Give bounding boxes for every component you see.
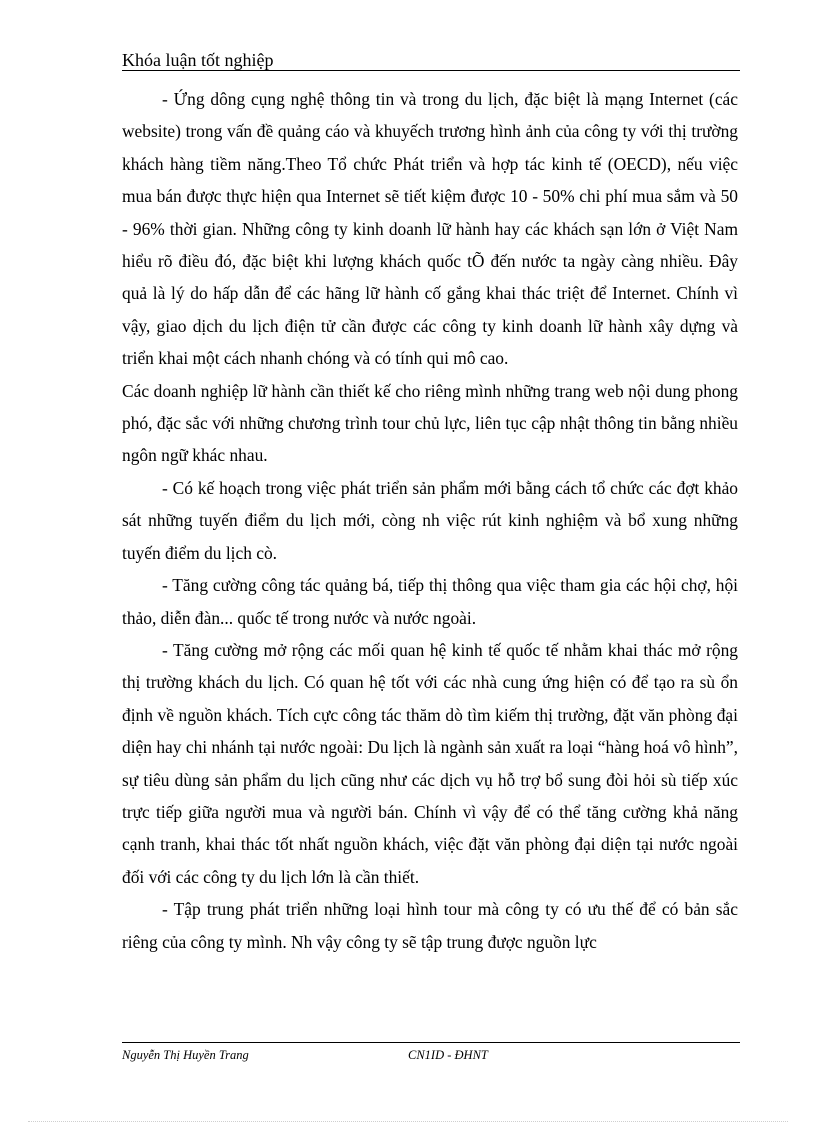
footer-class-code: CN1ID - ĐHNT: [408, 1048, 488, 1062]
footer-author: Nguyễn Thị Huyền Trang: [122, 1048, 249, 1062]
paragraph-3: - Có kế hoạch trong việc phát triển sản phẩm mới bằng cách tổ chức các đợt khảo sát những tuyến điểm du lịch mới, còng nh việc rút kinh nghiệm và bổ xung những tuyến điểm du lịch cò.: [122, 477, 738, 563]
paragraph-4: - Tăng cường công tác quảng bá, tiếp thị thông qua việc tham gia các hội chợ, hội thảo, diễn đàn... quốc tế trong nước và nước ngoài.: [122, 575, 738, 628]
paragraph-2: Các doanh nghiệp lữ hành cần thiết kế cho riêng mình những trang web nội dung phong phó, đặc sắc với những chương trình tour chủ lực, liên tục cập nhật thông tin bằng nhiều ngôn ngữ khác nhau.: [122, 380, 738, 466]
document-body: [122, 83, 738, 958]
header-divider: [122, 70, 740, 71]
page-header-title: Khóa luận tốt nghiệp: [122, 50, 274, 70]
page-edge-divider: [28, 1121, 788, 1122]
paragraph-6: - Tập trung phát triển những loại hình tour mà công ty có ưu thế để có bản sắc riêng của công ty mình. Nh vậy công ty sẽ tập trung được nguồn lực: [122, 899, 738, 952]
footer-divider: [122, 1042, 740, 1043]
paragraph-1: - Ứng dông cụng nghệ thông tin và trong du lịch, đặc biệt là mạng Internet (các website) trong vấn đề quảng cáo và khuyếch trương hình ảnh của công ty với thị trường khách hàng tiềm năng.Theo Tổ chức Phát triển và hợp tác kinh tế (OECD), nếu việc mua bán được thực hiện qua Internet sẽ tiết kiệm được 10 - 50% chi phí mua sắm và 50 - 96% thời gian. Những công ty kinh doanh lữ hành hay các khách sạn lớn ở Việt Nam hiểu rõ điều đó, đặc biệt khi lượng khách quốc tÕ đến nước ta ngày càng nhiều. Đây quả là lý do hấp dẫn để các hãng lữ hành cố gắng khai thác triệt để Internet. Chính vì vậy, giao dịch du lịch điện tử cần được các công ty kinh doanh lữ hành xây dựng và triển khai một cách nhanh chóng và có tính qui mô cao.: [122, 89, 738, 369]
paragraph-5: - Tăng cường mở rộng các mối quan hệ kinh tế quốc tế nhằm khai thác mở rộng thị trường khách du lịch. Có quan hệ tốt với các nhà cung ứng hiện có để tạo ra sù ổn định về nguồn khách. Tích cực công tác thăm dò tìm kiếm thị trường, đặt văn phòng đại diện hay chi nhánh tại nước ngoài: Du lịch là ngành sản xuất ra loại “hàng hoá vô hình”, sự tiêu dùng sản phẩm du lịch cũng như các dịch vụ hỗ trợ bổ sung đòi hỏi sù tiếp xúc trực tiếp giữa người mua và người bán. Chính vì vậy để có thể tăng cường khả năng cạnh tranh, khai thác tốt nhất nguồn khách, việc đặt văn phòng đại diện tại nước ngoài đối với các công ty du lịch lớn là cần thiết.: [122, 639, 738, 887]
